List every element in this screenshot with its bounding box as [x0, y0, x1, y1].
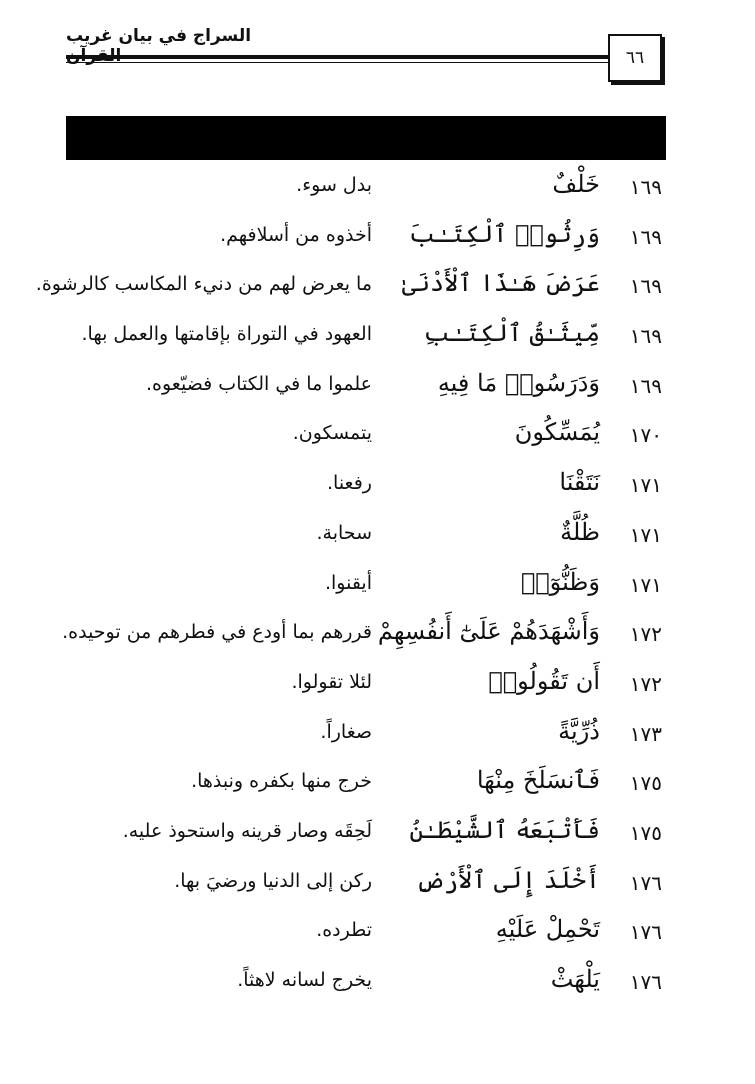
word-meaning: رفعنا.: [327, 472, 372, 495]
quran-word: نَتَقْنَا: [559, 468, 600, 497]
glossary-entry: [60, 961, 662, 1011]
quran-word: وَدَرَسُوا۟ مَا فِيهِ: [437, 368, 600, 397]
word-meaning: سحابة.: [316, 521, 372, 544]
quran-word: وَأَشْهَدَهُمْ عَلَىٰٓ أَنفُسِهِمْ: [377, 617, 600, 646]
quran-word: مِّيثَـٰقُ ٱلْكِتَـٰبِ: [423, 319, 600, 348]
word-meaning: علموا ما في الكتاب فضيّعوه.: [146, 372, 372, 395]
word-meaning: يتمسكون.: [292, 422, 372, 445]
header-rule-thin: [66, 62, 608, 63]
verse-number: ١٦٩: [629, 324, 662, 349]
word-meaning: يخرج لسانه لاهثاً.: [237, 969, 372, 991]
glossary-entry: [60, 862, 662, 912]
glossary-entry: [60, 365, 662, 415]
quran-word: يَلْهَثْ: [550, 965, 600, 993]
quran-word: خَلْفٌ: [552, 170, 600, 198]
header-rule-thick: [66, 55, 608, 59]
verse-number: ١٦٩: [629, 224, 662, 249]
glossary-entry: [60, 216, 662, 266]
glossary-entry: [60, 166, 662, 216]
word-meaning: أيقنوا.: [324, 571, 372, 594]
word-meaning: ما يعرض لهم من دنيء المكاسب كالرشوة.: [35, 273, 372, 296]
word-meaning: لئلا تقولوا.: [291, 670, 372, 693]
word-meaning: أخذوه من أسلافهم.: [220, 223, 372, 246]
word-meaning: صغاراً.: [320, 720, 372, 743]
quran-word: يُمَسِّكُونَ: [514, 418, 600, 447]
verse-number: ١٧٢: [629, 622, 662, 647]
verse-number: ١٧١: [629, 572, 662, 597]
verse-number: ١٧٥: [629, 820, 662, 845]
glossary-entry: [60, 911, 662, 961]
glossary-entry: [60, 564, 662, 614]
quran-word: فَٱنسَلَخَ مِنْهَا: [476, 766, 600, 795]
quran-word: عَرَضَ هَـٰذَا ٱلْأَدْنَىٰ: [401, 269, 600, 298]
verse-number: ١٧٦: [629, 920, 662, 945]
word-meaning: خرج منها بكفره ونبذها.: [191, 770, 372, 793]
quran-word: أَن تَقُولُوا۟: [488, 666, 600, 695]
quran-word: فَأَتْبَعَهُ ٱلشَّيْطَـٰنُ: [409, 815, 600, 844]
glossary-entry: [60, 414, 662, 464]
verse-number: ١٧٥: [629, 771, 662, 796]
glossary-list: [35, 166, 662, 1011]
word-meaning: ركن إلى الدنيا ورضيَ بها.: [174, 869, 372, 892]
running-title: السراج في بيان غريب: [66, 26, 252, 46]
glossary-entry: [60, 762, 662, 812]
word-meaning: لَحِقَه وصار قرينه واستحوذ عليه.: [122, 819, 372, 842]
glossary-entry: [60, 464, 662, 514]
verse-number: ١٧٦: [629, 970, 662, 994]
quran-word: أَخْلَدَ إِلَى ٱلْأَرْضِ: [415, 865, 600, 894]
word-meaning: قررهم بما أودع في فطرهم من توحيده.: [62, 621, 372, 644]
glossary-entry: [60, 663, 662, 713]
glossary-entry: [60, 812, 662, 862]
verse-number: ١٧٠: [629, 423, 662, 448]
verse-number: ١٧٦: [629, 870, 662, 895]
page-number: ٦٦: [608, 34, 662, 82]
verse-number: ١٧١: [629, 522, 662, 547]
word-meaning: بدل سوء.: [296, 174, 372, 196]
quran-word: وَرِثُوا۟ ٱلْكِتَـٰبَ: [408, 219, 600, 248]
verse-number: ١٦٩: [629, 373, 662, 398]
verse-number: ١٧١: [629, 473, 662, 498]
glossary-entry: [60, 613, 662, 663]
glossary-entry: [35, 265, 662, 315]
verse-number: ١٧٣: [629, 721, 662, 746]
quran-word: وَظَنُّوٓا۟: [520, 567, 600, 596]
glossary-entry: [60, 514, 662, 564]
section-header-bar: [66, 116, 666, 160]
verse-number: ١٦٩: [629, 175, 662, 199]
verse-number: ١٧٢: [629, 671, 662, 696]
quran-word: تَحْمِلْ عَلَيْهِ: [495, 915, 600, 944]
glossary-entry: [60, 713, 662, 763]
word-meaning: تطرده.: [316, 919, 372, 942]
quran-word: ذُرِّيَّةً: [558, 716, 600, 745]
glossary-entry: [60, 315, 662, 365]
word-meaning: العهود في التوراة بإقامتها والعمل بها.: [81, 323, 372, 346]
verse-number: ١٦٩: [629, 274, 662, 299]
quran-word: ظُلَّةٌ: [560, 517, 600, 546]
